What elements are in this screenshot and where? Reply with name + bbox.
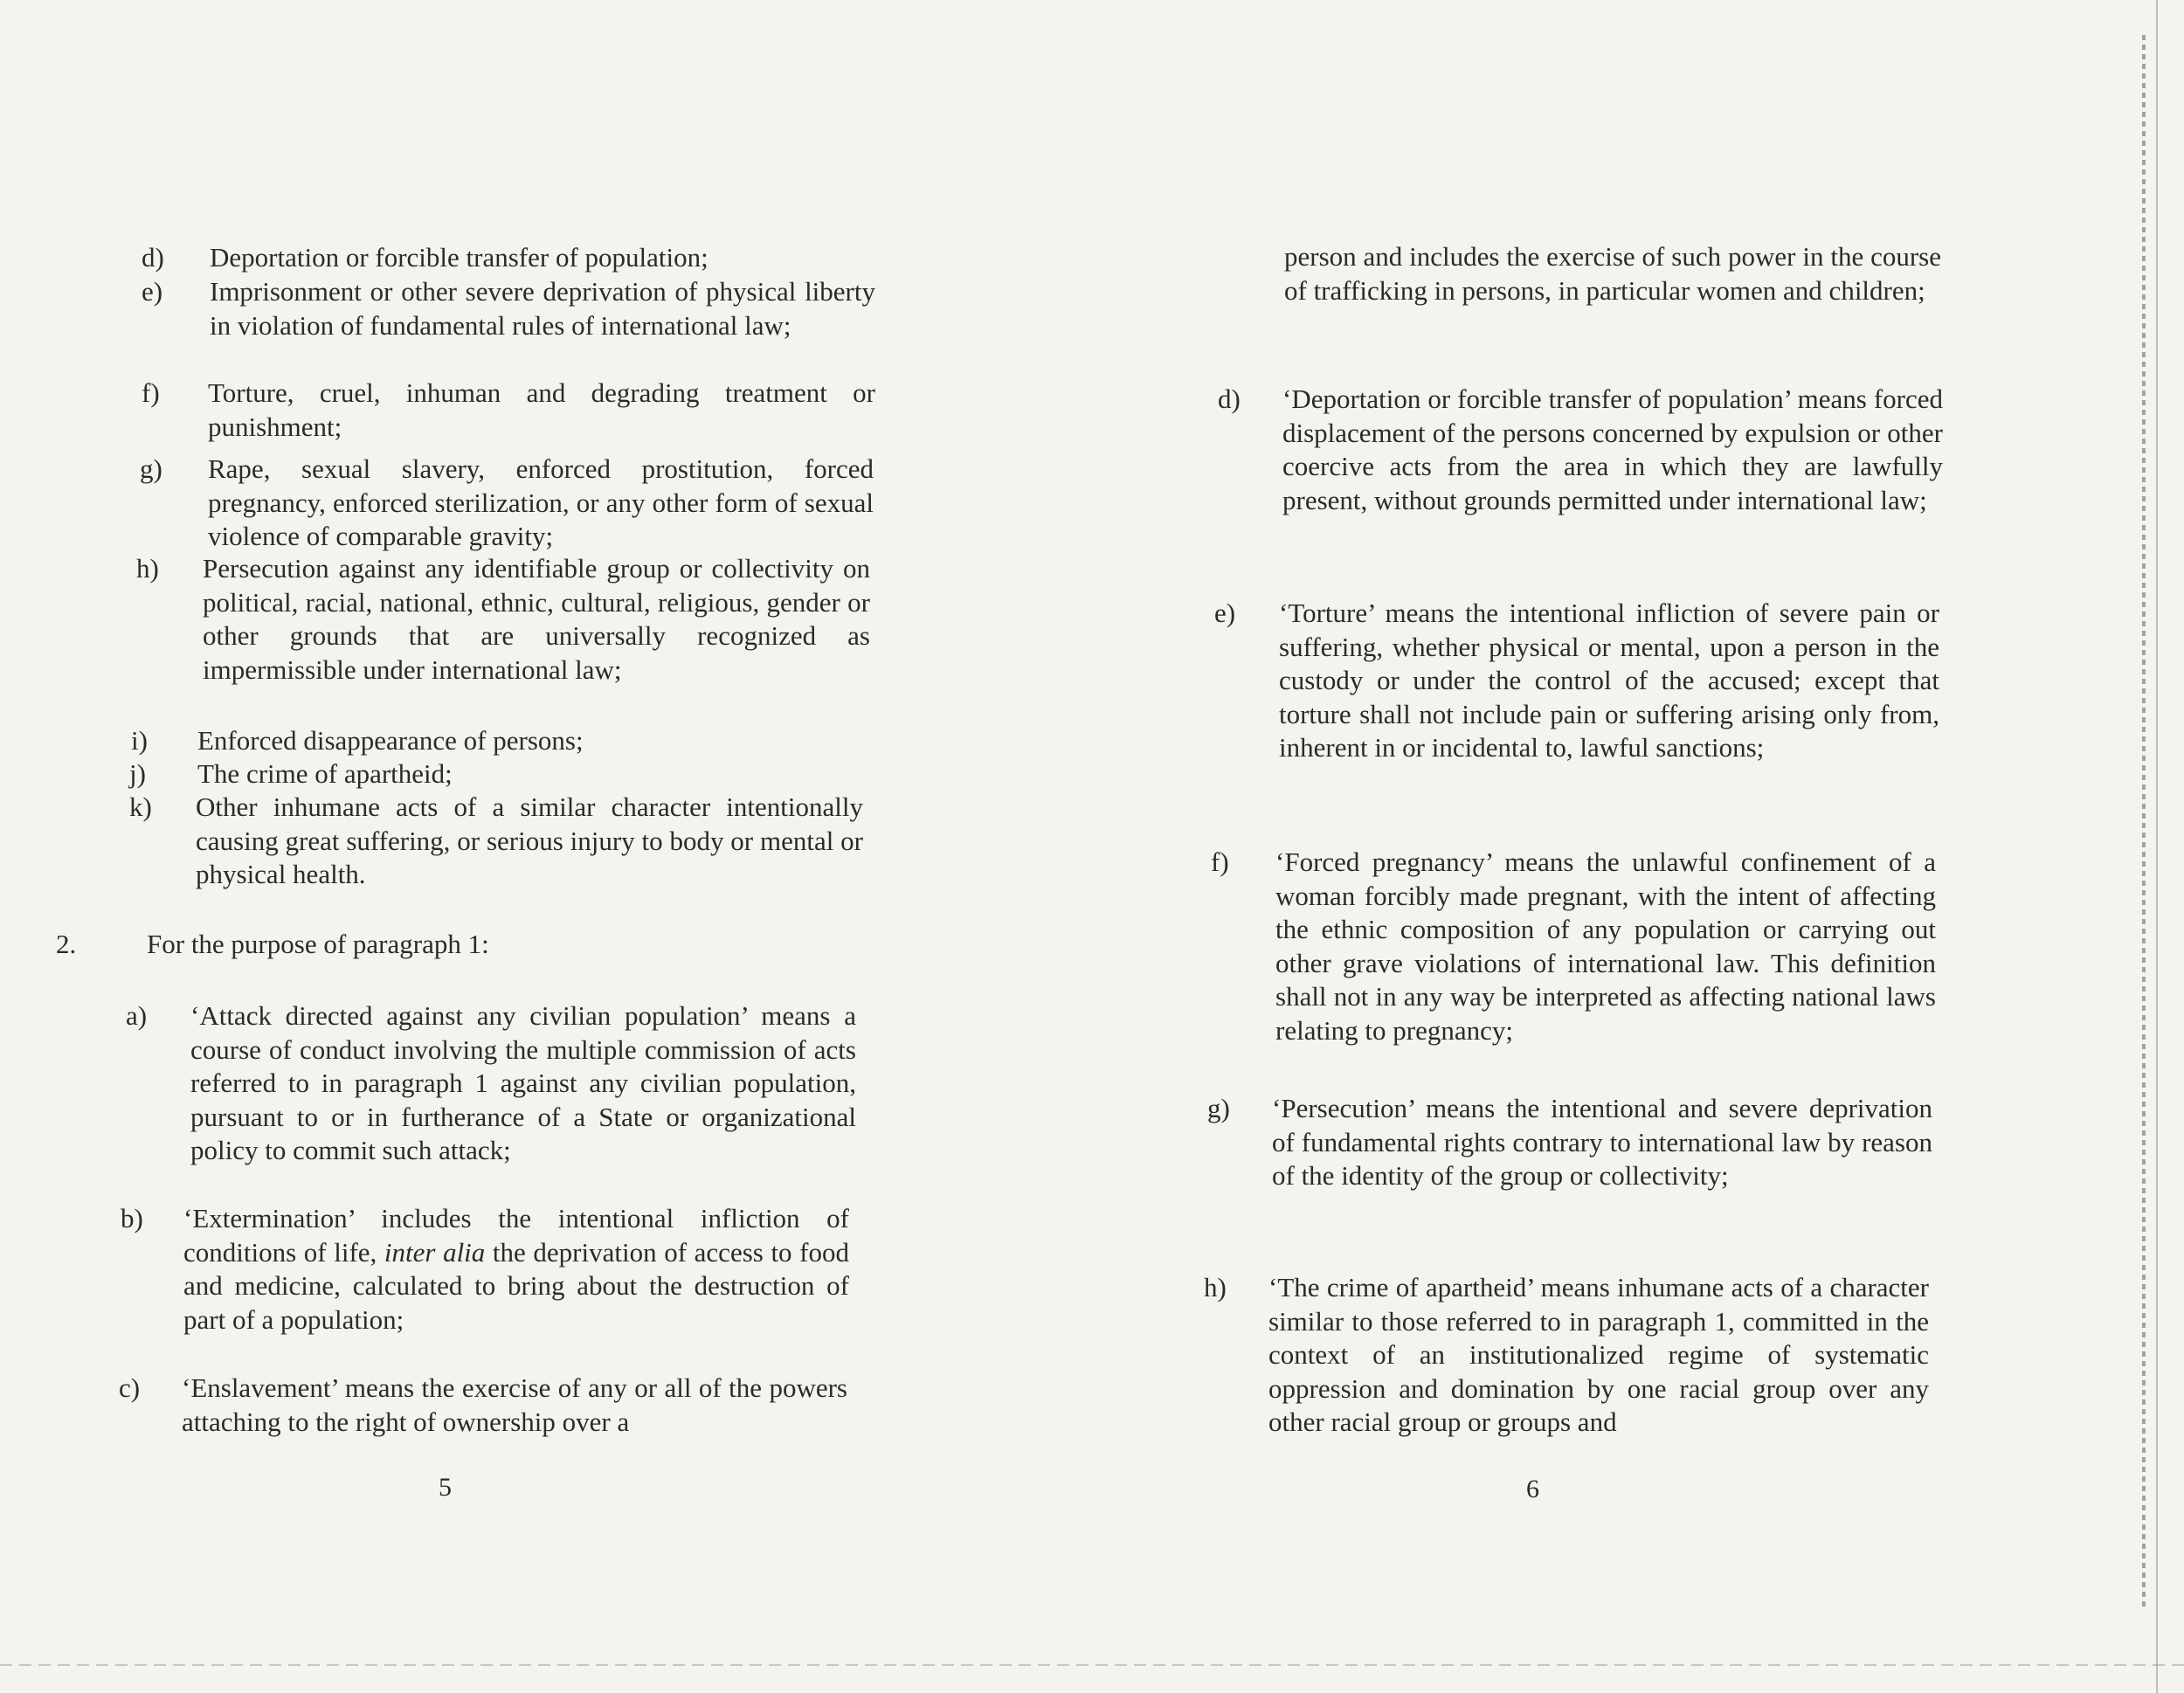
item-label: b) [121,1203,143,1233]
item-text: ‘The crime of apartheid’ means inhumane acts of a character similar to those referred to in paragraph 1, committed in the context of an institutionalized regime of systematic oppression and domination by one racial group over any other racial group or groups and [1268,1272,1929,1437]
item-text: Imprisonment or other severe deprivation of physical liberty in violation of fundamental rules of international law; [210,276,875,341]
item-label: d) [142,242,164,273]
item-label: g) [1207,1093,1230,1123]
paragraph-number: 2. [56,929,77,959]
left-page [0,0,1031,1693]
item-text: Persecution against any identifiable group or collectivity on political, racial, national, ethnic, cultural, religious, gender or other grounds that are universally recognized as impermissible under international law; [203,553,870,685]
binding-edge [2142,35,2146,1607]
item-text: ‘Persecution’ means the intentional and severe deprivation of fundamental rights contrary to international law by reason of the identity of the group or collectivity; [1272,1093,1932,1191]
item-label: h) [136,553,159,584]
page-number: 5 [439,1473,452,1502]
item-label: e) [1214,598,1236,628]
item-text: Other inhumane acts of a similar character intentionally causing great suffering, or serious injury to body or mental or physical health. [196,791,863,889]
item-text: ‘Deportation or forcible transfer of population’ means forced displacement of the persons concerned by expulsion or other coercive acts from the area in which they are lawfully present, without grounds permitted under international law; [1282,384,1943,515]
item-label: i) [131,725,148,756]
paragraph-text: For the purpose of paragraph 1: [147,929,489,959]
item-label: k) [129,791,152,822]
item-text: Deportation or forcible transfer of population; [210,242,708,273]
item-text: Rape, sexual slavery, enforced prostitution, forced pregnancy, enforced sterilization, or any other form of sexual violence of comparable gravity; [208,453,874,551]
item-text: Torture, cruel, inhuman and degrading treatment or punishment; [208,377,875,442]
scan-bottom-edge [0,1664,2184,1666]
item-label: g) [140,453,162,484]
item-label: e) [142,276,163,307]
item-text: ‘Torture’ means the intentional infliction of severe pain or suffering, whether physical or mental, upon a person in the custody or under the control of the accused; except that torture shall not include pain or suffering arising only from, inherent in or incidental to, lawful sanctions; [1279,598,1939,763]
item-label: f) [142,377,160,408]
item-label: d) [1218,384,1241,414]
item-label: j) [129,758,146,789]
item-text: The crime of apartheid; [197,758,453,789]
item-text: person and includes the exercise of such power in the course of trafficking in persons, in particular women and children; [1284,241,1941,306]
item-label: c) [119,1372,141,1403]
page-number: 6 [1526,1475,1539,1503]
item-label: f) [1211,846,1229,877]
binding-line [2156,0,2158,1693]
item-text: ‘Forced pregnancy’ means the unlawful confinement of a woman forcibly made pregnant, with the intent of affecting the ethnic composition of any population or carrying out other grave violations of international law. This definition shall not in any way be interpreted as affecting national laws relating to pregnancy; [1275,846,1936,1046]
right-page [1118,0,2184,1693]
item-text: ‘Extermination’ includes the intentional infliction of conditions of life, inter alia the deprivation of access to food and medicine, calculated to bring about the destruction of part of a population; [183,1203,850,1335]
item-label: a) [126,1000,148,1031]
item-text: ‘Enslavement’ means the exercise of any or all of the powers attaching to the right of ownership over a [182,1372,847,1437]
item-text: Enforced disappearance of persons; [197,725,584,756]
item-label: h) [1204,1272,1227,1303]
item-text: ‘Attack directed against any civilian population’ means a course of conduct involving the multiple commission of acts referred to in paragraph 1 against any civilian population, pursuant to or in furtherance of a State or organizational policy to commit such attack; [190,1000,856,1165]
